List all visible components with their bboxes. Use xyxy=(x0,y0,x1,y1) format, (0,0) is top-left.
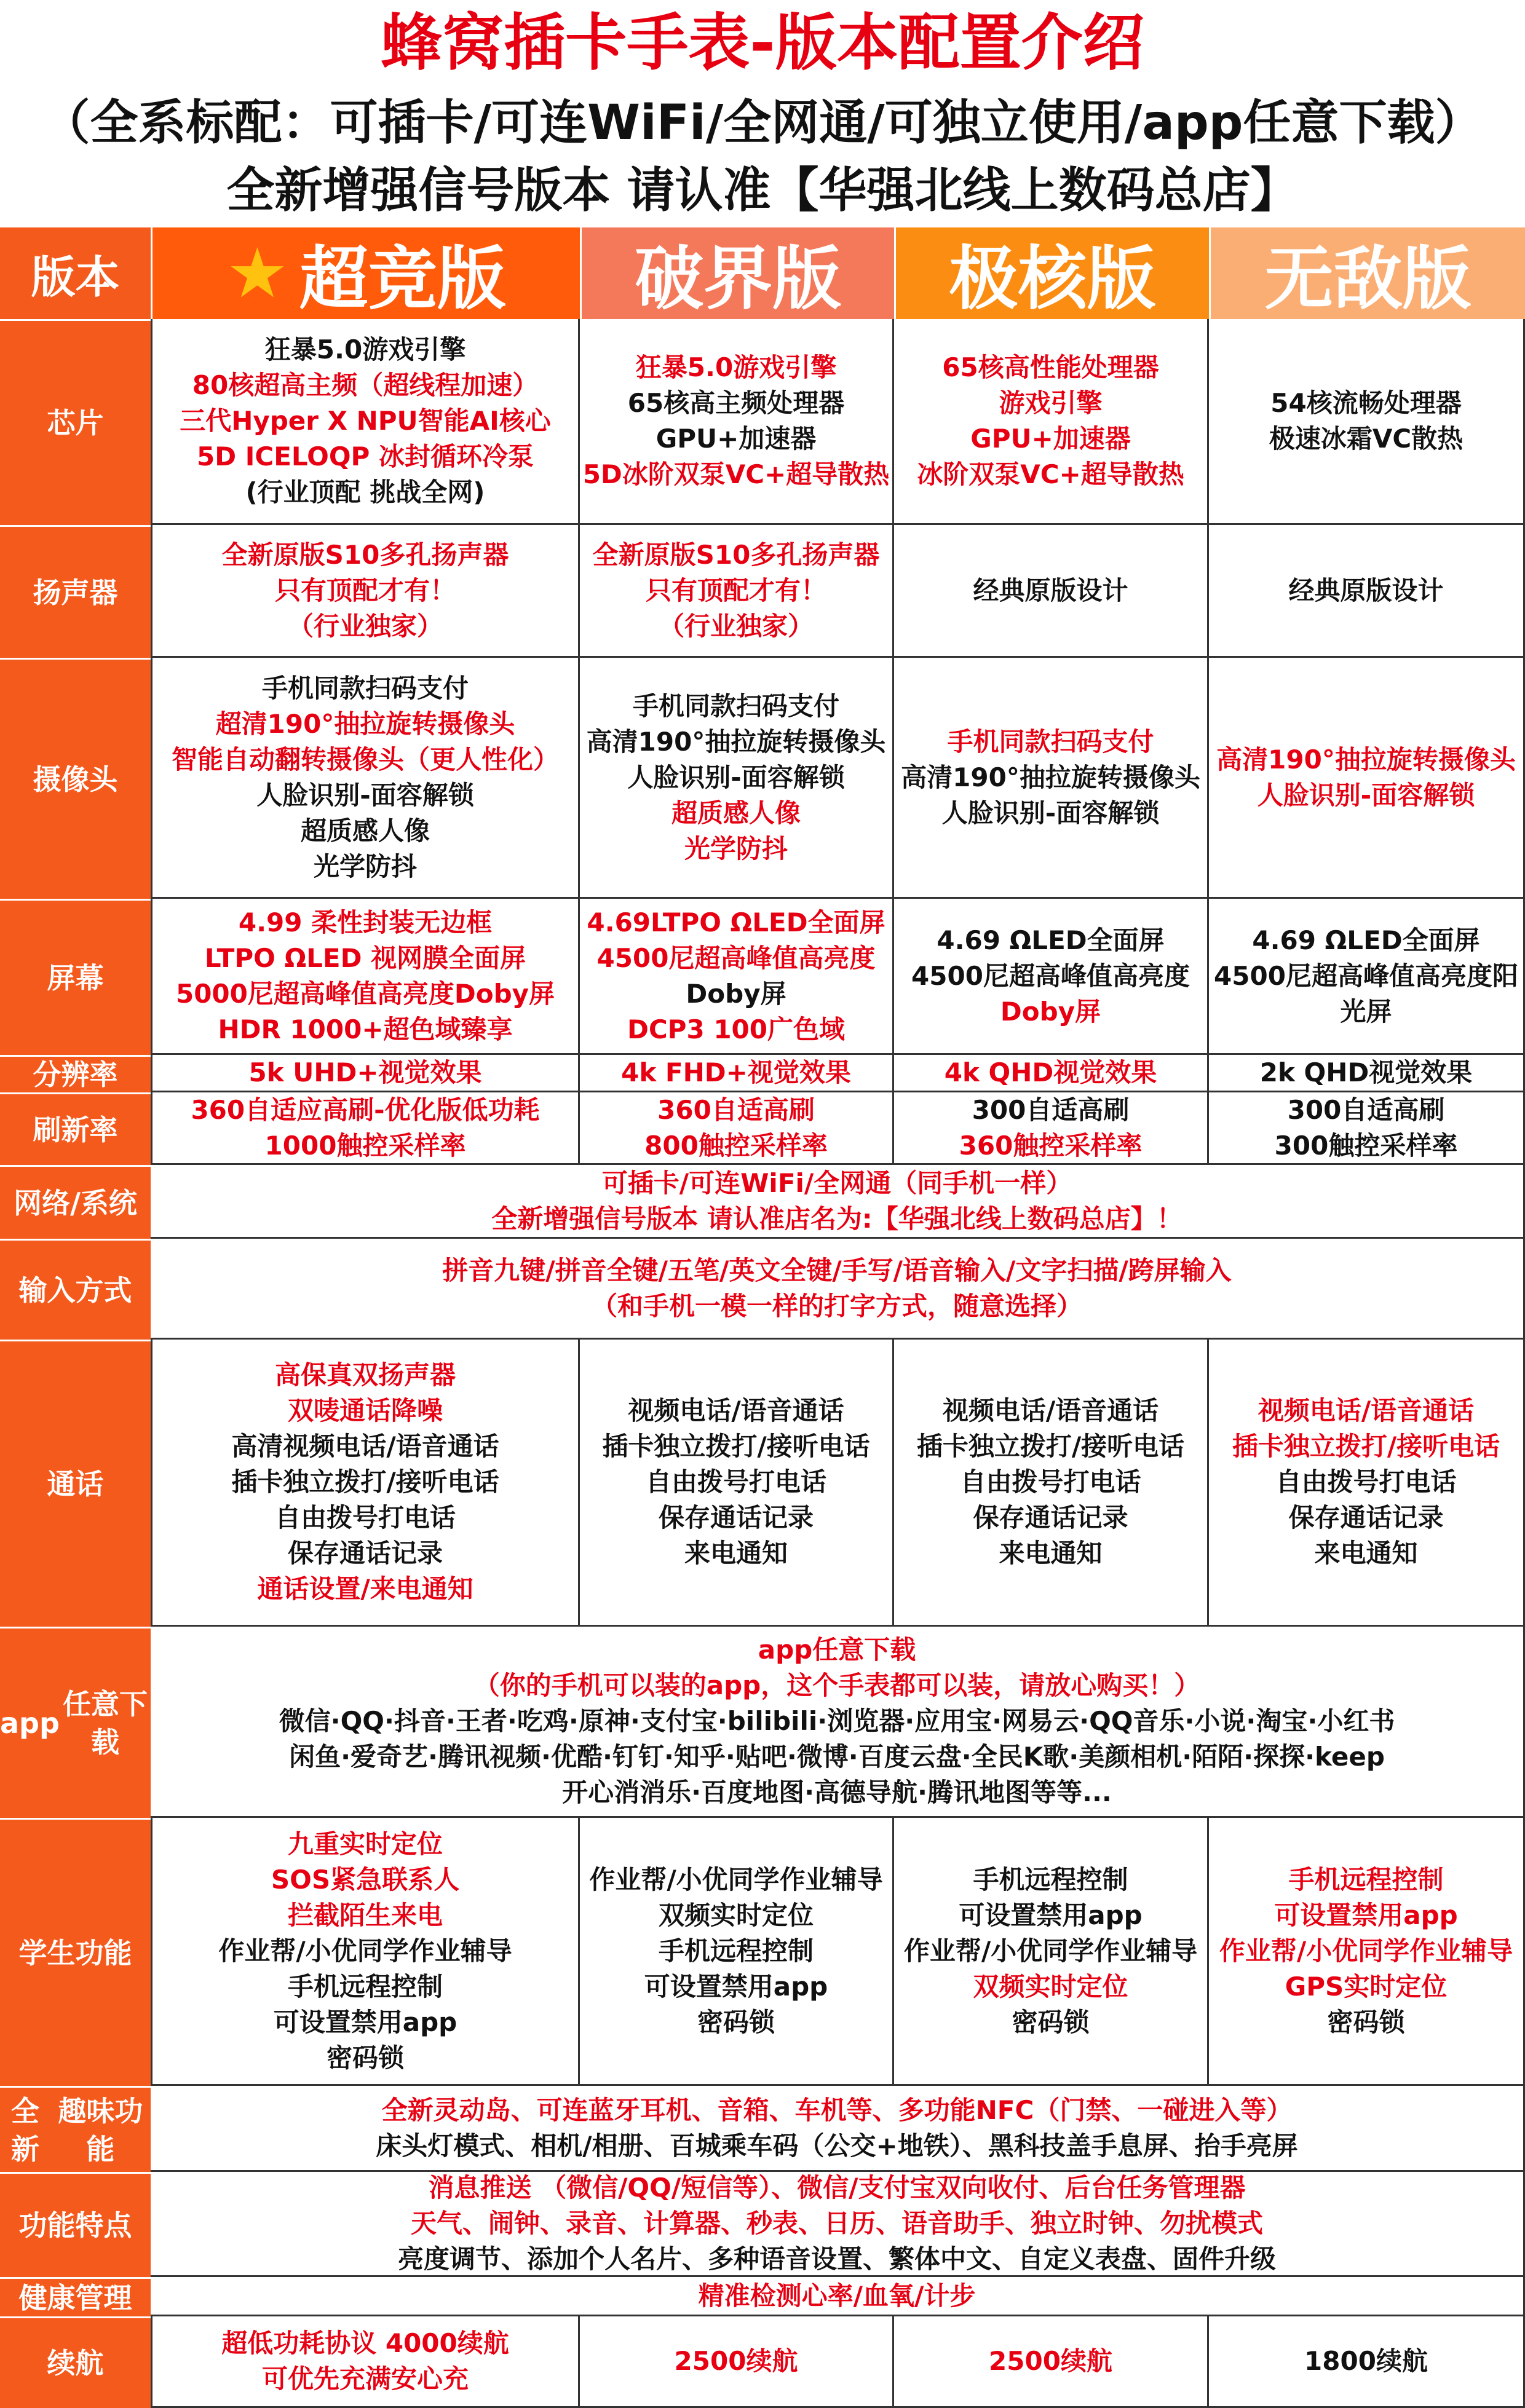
cell-line: 300自适高刷 xyxy=(972,1094,1130,1125)
row-label-2 xyxy=(0,525,151,658)
cell-line: 微信·QQ·抖音·王者·吃鸡·原神·支付宝·bilibili·浏览器·应用宝·网易云·QQ音乐·小说·淘宝·小红书 xyxy=(279,1706,1395,1736)
cell-line: 手机同款扫码支付 xyxy=(947,726,1154,757)
page-subtitle-store: 全新增强信号版本 请认准【华强北线上数码总店】 xyxy=(226,163,1299,218)
cell-line: （行业独家） xyxy=(287,610,443,641)
cell-line: Doby屏 xyxy=(1000,996,1101,1027)
row-label-10 xyxy=(0,1627,151,1818)
cell-line: 只有顶配才有！ xyxy=(645,575,826,606)
row-cell-v3 xyxy=(894,899,1209,1055)
cell-line: 可设置禁用app xyxy=(959,1900,1143,1930)
row-cell-v1 xyxy=(151,1340,580,1627)
row-span-cell xyxy=(151,2172,1525,2277)
cell-line: 保存通话记录 xyxy=(658,1502,814,1533)
cell-line: 5D冰阶双泵VC+超导散热 xyxy=(582,459,890,489)
version-header-1 xyxy=(151,227,580,319)
cell-line: 4.69 ΩLED全面屏 xyxy=(937,925,1165,955)
row-cell-v1 xyxy=(151,1092,580,1165)
cell-line: 4500尼超高峰值高亮度 xyxy=(911,960,1190,991)
row-cell-v4 xyxy=(1209,1818,1525,2086)
cell-line: 保存通话记录 xyxy=(287,1538,443,1568)
row-cell-v4 xyxy=(1209,2316,1525,2408)
row-label-text: 扬声器 xyxy=(33,575,118,609)
cell-line: 亮度调节、添加个人名片、多种语音设置、繁体中文、自定义表盘、固件升级 xyxy=(397,2244,1276,2274)
cell-line: 智能自动翻转摄像头（更人性化） xyxy=(171,744,559,775)
cell-line: 只有顶配才有！ xyxy=(274,575,456,606)
cell-line: 双频实时定位 xyxy=(973,1971,1128,2002)
cell-line: 来电通知 xyxy=(684,1538,788,1568)
cell-line: 通话设置/来电通知 xyxy=(257,1574,473,1604)
cell-line: 超低功耗协议 4000续航 xyxy=(221,2328,509,2358)
cell-line: 2k QHD视觉效果 xyxy=(1259,1057,1473,1088)
row-label-text: app xyxy=(0,1707,60,1740)
page-subtitle-standard: （全系标配：可插卡/可连WiFi/全网通/可独立使用/app任意下载） xyxy=(42,95,1483,151)
cell-line: 可设置禁用app xyxy=(644,1971,828,2002)
row-cell-v2 xyxy=(580,1340,894,1627)
cell-line: Doby屏 xyxy=(686,978,786,1009)
row-span-cell xyxy=(151,1165,1525,1239)
cell-line: 冰阶双泵VC+超导散热 xyxy=(917,459,1184,489)
cell-line: 人脸识别-面容解锁 xyxy=(627,762,845,792)
cell-line: (行业顶配 挑战全网) xyxy=(245,477,485,507)
cell-line: 高清190°抽拉旋转摄像头 xyxy=(586,726,886,757)
cell-line: 作业帮/小优同学作业辅导 xyxy=(589,1864,883,1895)
cell-line: 高保真双扬声器 xyxy=(274,1360,456,1390)
row-label-text: 分辨率 xyxy=(33,1058,118,1091)
cell-line: 拼音九键/拼音全键/五笔/英文全键/手写/语音输入/文字扫描/跨屏输入 xyxy=(442,1255,1232,1285)
cell-line: 超质感人像 xyxy=(671,797,801,828)
cell-line: 消息推送 （微信/QQ/短信等）、微信/支付宝双向收付、后台任务管理器 xyxy=(428,2173,1246,2203)
row-label-5 xyxy=(0,1055,151,1092)
cell-line: 可优先充满安心充 xyxy=(261,2364,469,2394)
cell-line: 视频电话/语音通话 xyxy=(942,1395,1159,1426)
row-label-text: 刷新率 xyxy=(33,1113,118,1147)
cell-line: 视频电话/语音通话 xyxy=(1258,1395,1475,1426)
cell-line: 5D ICELOQP 冰封循环冷泵 xyxy=(197,441,534,472)
row-cell-v2 xyxy=(580,658,894,899)
cell-line: 全新增强信号版本 请认准店名为:【华强北线上数码总店】！ xyxy=(491,1203,1182,1234)
row-label-15 xyxy=(0,2316,151,2408)
cell-line: 作业帮/小优同学作业辅导 xyxy=(1219,1935,1513,1966)
cell-line: 4.99 柔性封装无边框 xyxy=(238,907,493,938)
row-label-text: 续航 xyxy=(47,2347,104,2380)
cell-line: 视频电话/语音通话 xyxy=(628,1395,844,1426)
row-label-1 xyxy=(0,319,151,525)
cell-line: 闲鱼·爱奇艺·腾讯视频·优酷·钉钉·知乎·贴吧·微博·百度云盘·全民K歌·美颜相机·陌陌·探探·keep xyxy=(289,1742,1385,1772)
cell-line: 54核流畅处理器 xyxy=(1270,388,1462,418)
cell-line: 手机远程控制 xyxy=(973,1864,1128,1895)
row-span-cell xyxy=(151,1627,1525,1818)
cell-line: 经典原版设计 xyxy=(973,575,1128,606)
cell-line: （行业独家） xyxy=(658,610,814,641)
cell-line: 手机同款扫码支付 xyxy=(632,690,839,721)
cell-line: 密码锁 xyxy=(1327,2007,1405,2037)
cell-line: 人脸识别-面容解锁 xyxy=(256,780,474,810)
cell-line: 插卡独立拨打/接听电话 xyxy=(916,1431,1185,1461)
row-cell-v3 xyxy=(894,658,1209,899)
row-cell-v4 xyxy=(1209,1092,1525,1165)
cell-line: 65核高主频处理器 xyxy=(627,388,845,418)
cell-line: 1800续航 xyxy=(1304,2346,1428,2376)
cell-line: 手机远程控制 xyxy=(1288,1864,1444,1895)
row-cell-v3 xyxy=(894,1340,1209,1627)
row-label-8 xyxy=(0,1239,151,1340)
cell-line: 全新灵动岛、可连蓝牙耳机、音箱、车机等、多功能NFC（门禁、一碰进入等） xyxy=(381,2094,1293,2125)
cell-line: 九重实时定位 xyxy=(287,1828,443,1859)
version-header-4 xyxy=(1209,227,1525,319)
cell-line: 作业帮/小优同学作业辅导 xyxy=(903,1935,1198,1966)
cell-line: 5k UHD+视觉效果 xyxy=(248,1057,482,1088)
cell-line: 自由拨号打电话 xyxy=(645,1467,826,1497)
cell-line: 光学防抖 xyxy=(313,851,417,882)
cell-line: 手机远程控制 xyxy=(658,1935,814,1966)
row-label-6 xyxy=(0,1092,151,1165)
cell-line: GPS实时定位 xyxy=(1285,1971,1448,2002)
row-label-text: 输入方式 xyxy=(18,1273,132,1307)
row-span-cell xyxy=(151,1239,1525,1340)
row-cell-v4 xyxy=(1209,1055,1525,1092)
row-label-text: 网络/系统 xyxy=(14,1186,137,1220)
version-name: 极核版 xyxy=(949,239,1156,319)
row-span-cell xyxy=(151,2086,1525,2172)
cell-line: 4500尼超高峰值高亮度阳 xyxy=(1214,960,1518,991)
cell-line: 极速冰霜VC散热 xyxy=(1269,424,1464,454)
row-label-12 xyxy=(0,2086,151,2172)
cell-line: 5000尼超高峰值高亮度Doby屏 xyxy=(175,978,555,1009)
cell-line: 300自适高刷 xyxy=(1287,1094,1445,1125)
cell-line: 360自适高刷 xyxy=(657,1094,815,1125)
version-header-label xyxy=(0,227,151,319)
cell-line: 密码锁 xyxy=(1012,2007,1090,2037)
cell-line: 自由拨号打电话 xyxy=(1275,1467,1457,1497)
cell-line: 人脸识别-面容解锁 xyxy=(1257,780,1475,810)
version-header-3 xyxy=(894,227,1209,319)
cell-line: GPU+加速器 xyxy=(656,424,817,454)
cell-line: 狂暴5.0游戏引擎 xyxy=(635,352,837,382)
row-label-text: 趣味功能 xyxy=(58,2094,143,2166)
row-cell-v2 xyxy=(580,2316,894,2408)
row-cell-v4 xyxy=(1209,899,1525,1055)
row-label-3 xyxy=(0,658,151,899)
cell-line: 自由拨号打电话 xyxy=(960,1467,1141,1497)
row-cell-v1 xyxy=(151,899,580,1055)
row-cell-v3 xyxy=(894,319,1209,525)
row-label-text: 摄像头 xyxy=(33,762,118,796)
cell-line: 来电通知 xyxy=(999,1538,1103,1568)
cell-line: 自由拨号打电话 xyxy=(274,1502,456,1533)
cell-line: 插卡独立拨打/接听电话 xyxy=(602,1431,870,1461)
cell-line: 光屏 xyxy=(1340,996,1392,1027)
row-cell-v1 xyxy=(151,525,580,658)
row-label-14 xyxy=(0,2277,151,2316)
cell-line: 插卡独立拨打/接听电话 xyxy=(231,1467,499,1497)
row-cell-v2 xyxy=(580,1055,894,1092)
row-cell-v3 xyxy=(894,525,1209,658)
cell-line: 超质感人像 xyxy=(300,815,430,846)
row-cell-v3 xyxy=(894,2316,1209,2408)
cell-line: 手机同款扫码支付 xyxy=(261,673,469,703)
row-cell-v3 xyxy=(894,1818,1209,2086)
cell-line: 2500续航 xyxy=(674,2346,798,2376)
cell-line: 可设置禁用app xyxy=(273,2007,457,2037)
page-title: 蜂窝插卡手表-版本配置介绍 xyxy=(381,7,1144,79)
cell-line: 800触控采样率 xyxy=(644,1130,828,1161)
cell-line: 经典原版设计 xyxy=(1288,575,1444,606)
cell-line: 光学防抖 xyxy=(684,833,788,864)
row-label-9 xyxy=(0,1340,151,1627)
cell-line: 保存通话记录 xyxy=(973,1502,1128,1533)
cell-line: 狂暴5.0游戏引擎 xyxy=(264,334,466,365)
row-cell-v1 xyxy=(151,1055,580,1092)
cell-line: 超清190°抽拉旋转摄像头 xyxy=(215,708,515,739)
row-cell-v1 xyxy=(151,658,580,899)
cell-line: DCP3 100广色域 xyxy=(627,1014,845,1044)
star-icon: ★ xyxy=(226,233,288,314)
cell-line: 4k QHD视觉效果 xyxy=(944,1057,1157,1088)
row-span-cell xyxy=(151,2277,1525,2316)
cell-line: SOS紧急联系人 xyxy=(271,1864,460,1895)
cell-line: （你的手机可以装的app，这个手表都可以装，请放心购买！） xyxy=(473,1670,1200,1700)
row-cell-v2 xyxy=(580,319,894,525)
row-label-4 xyxy=(0,899,151,1055)
cell-line: 4500尼超高峰值高亮度 xyxy=(596,942,876,973)
cell-line: 2500续航 xyxy=(989,2346,1112,2376)
cell-line: 360自适应高刷-优化版低功耗 xyxy=(191,1094,540,1125)
cell-line: 可插卡/可连WiFi/全网通（同手机一样） xyxy=(601,1167,1072,1198)
row-cell-v4 xyxy=(1209,658,1525,899)
row-label-text: 全新 xyxy=(10,2094,39,2166)
cell-line: 人脸识别-面容解锁 xyxy=(941,797,1160,828)
cell-line: 密码锁 xyxy=(326,2042,404,2073)
cell-line: 床头灯模式、相机/相册、百城乘车码（公交+地铁）、黑科技盖手息屏、抬手亮屏 xyxy=(376,2130,1298,2161)
row-label-text: 健康管理 xyxy=(18,2281,132,2315)
row-label-text: 学生功能 xyxy=(18,1936,132,1970)
cell-line: 开心消消乐·百度地图·高德导航·腾讯地图等等... xyxy=(562,1777,1112,1807)
cell-line: 双唛通话降噪 xyxy=(287,1395,443,1426)
row-cell-v4 xyxy=(1209,319,1525,525)
cell-line: 4k FHD+视觉效果 xyxy=(621,1057,851,1088)
cell-line: 360触控采样率 xyxy=(959,1130,1143,1161)
row-label-11 xyxy=(0,1818,151,2086)
row-cell-v1 xyxy=(151,319,580,525)
cell-line: 高清190°抽拉旋转摄像头 xyxy=(1216,744,1516,775)
row-label-text: 芯片 xyxy=(47,406,104,440)
row-cell-v1 xyxy=(151,1818,580,2086)
row-cell-v4 xyxy=(1209,1340,1525,1627)
version-name: 超竞版 xyxy=(299,239,506,319)
row-cell-v4 xyxy=(1209,525,1525,658)
version-header-text: 版本 xyxy=(31,251,120,303)
row-cell-v3 xyxy=(894,1092,1209,1165)
cell-line: 来电通知 xyxy=(1314,1538,1418,1568)
cell-line: LTPO ΩLED 视网膜全面屏 xyxy=(204,942,526,973)
cell-line: 80核超高主频（超线程加速） xyxy=(192,370,539,400)
row-label-text: 任意下载 xyxy=(62,1688,148,1759)
row-cell-v2 xyxy=(580,525,894,658)
cell-line: （和手机一模一样的打字方式，随意选择） xyxy=(591,1290,1082,1321)
row-cell-v2 xyxy=(580,1092,894,1165)
cell-line: HDR 1000+超色域臻享 xyxy=(218,1014,513,1044)
cell-line: 全新原版S10多孔扬声器 xyxy=(592,539,880,570)
cell-line: 保存通话记录 xyxy=(1288,1502,1444,1533)
row-cell-v2 xyxy=(580,899,894,1055)
cell-line: 双频实时定位 xyxy=(658,1900,814,1930)
cell-line: 4.69 ΩLED全面屏 xyxy=(1252,925,1480,955)
cell-line: 三代Hyper X NPU智能AI核心 xyxy=(180,406,551,436)
cell-line: 高清190°抽拉旋转摄像头 xyxy=(901,762,1200,792)
cell-line: 天气、闹钟、录音、计算器、秒表、日历、语音助手、独立时钟、勿扰模式 xyxy=(410,2208,1263,2238)
cell-line: 全新原版S10多孔扬声器 xyxy=(221,539,509,570)
version-name: 破界版 xyxy=(635,239,841,319)
cell-line: 1000触控采样率 xyxy=(264,1130,466,1161)
cell-line: 高清视频电话/语音通话 xyxy=(231,1431,499,1461)
row-cell-v3 xyxy=(894,1055,1209,1092)
row-label-7 xyxy=(0,1165,151,1239)
version-header-2 xyxy=(580,227,894,319)
row-label-13 xyxy=(0,2172,151,2277)
row-label-text: 屏幕 xyxy=(47,961,104,995)
cell-line: 作业帮/小优同学作业辅导 xyxy=(218,1935,512,1966)
cell-line: GPU+加速器 xyxy=(970,424,1131,454)
cell-line: 拦截陌生来电 xyxy=(287,1900,443,1930)
cell-line: 手机远程控制 xyxy=(287,1971,443,2002)
cell-line: 密码锁 xyxy=(697,2007,775,2037)
version-name: 无敌版 xyxy=(1264,239,1472,319)
row-cell-v2 xyxy=(580,1818,894,2086)
cell-line: 65核高性能处理器 xyxy=(942,352,1159,382)
row-label-text: 功能特点 xyxy=(18,2209,132,2242)
cell-line: 300触控采样率 xyxy=(1274,1130,1458,1161)
cell-line: app任意下载 xyxy=(758,1635,916,1665)
cell-line: 精准检测心率/血氧/计步 xyxy=(698,2280,976,2311)
cell-line: 4.69LTPO ΩLED全面屏 xyxy=(587,907,885,938)
cell-line: 可设置禁用app xyxy=(1274,1900,1458,1930)
row-cell-v1 xyxy=(151,2316,580,2408)
cell-line: 插卡独立拨打/接听电话 xyxy=(1232,1431,1500,1461)
cell-line: 游戏引擎 xyxy=(999,388,1103,418)
row-label-text: 通话 xyxy=(47,1467,104,1501)
